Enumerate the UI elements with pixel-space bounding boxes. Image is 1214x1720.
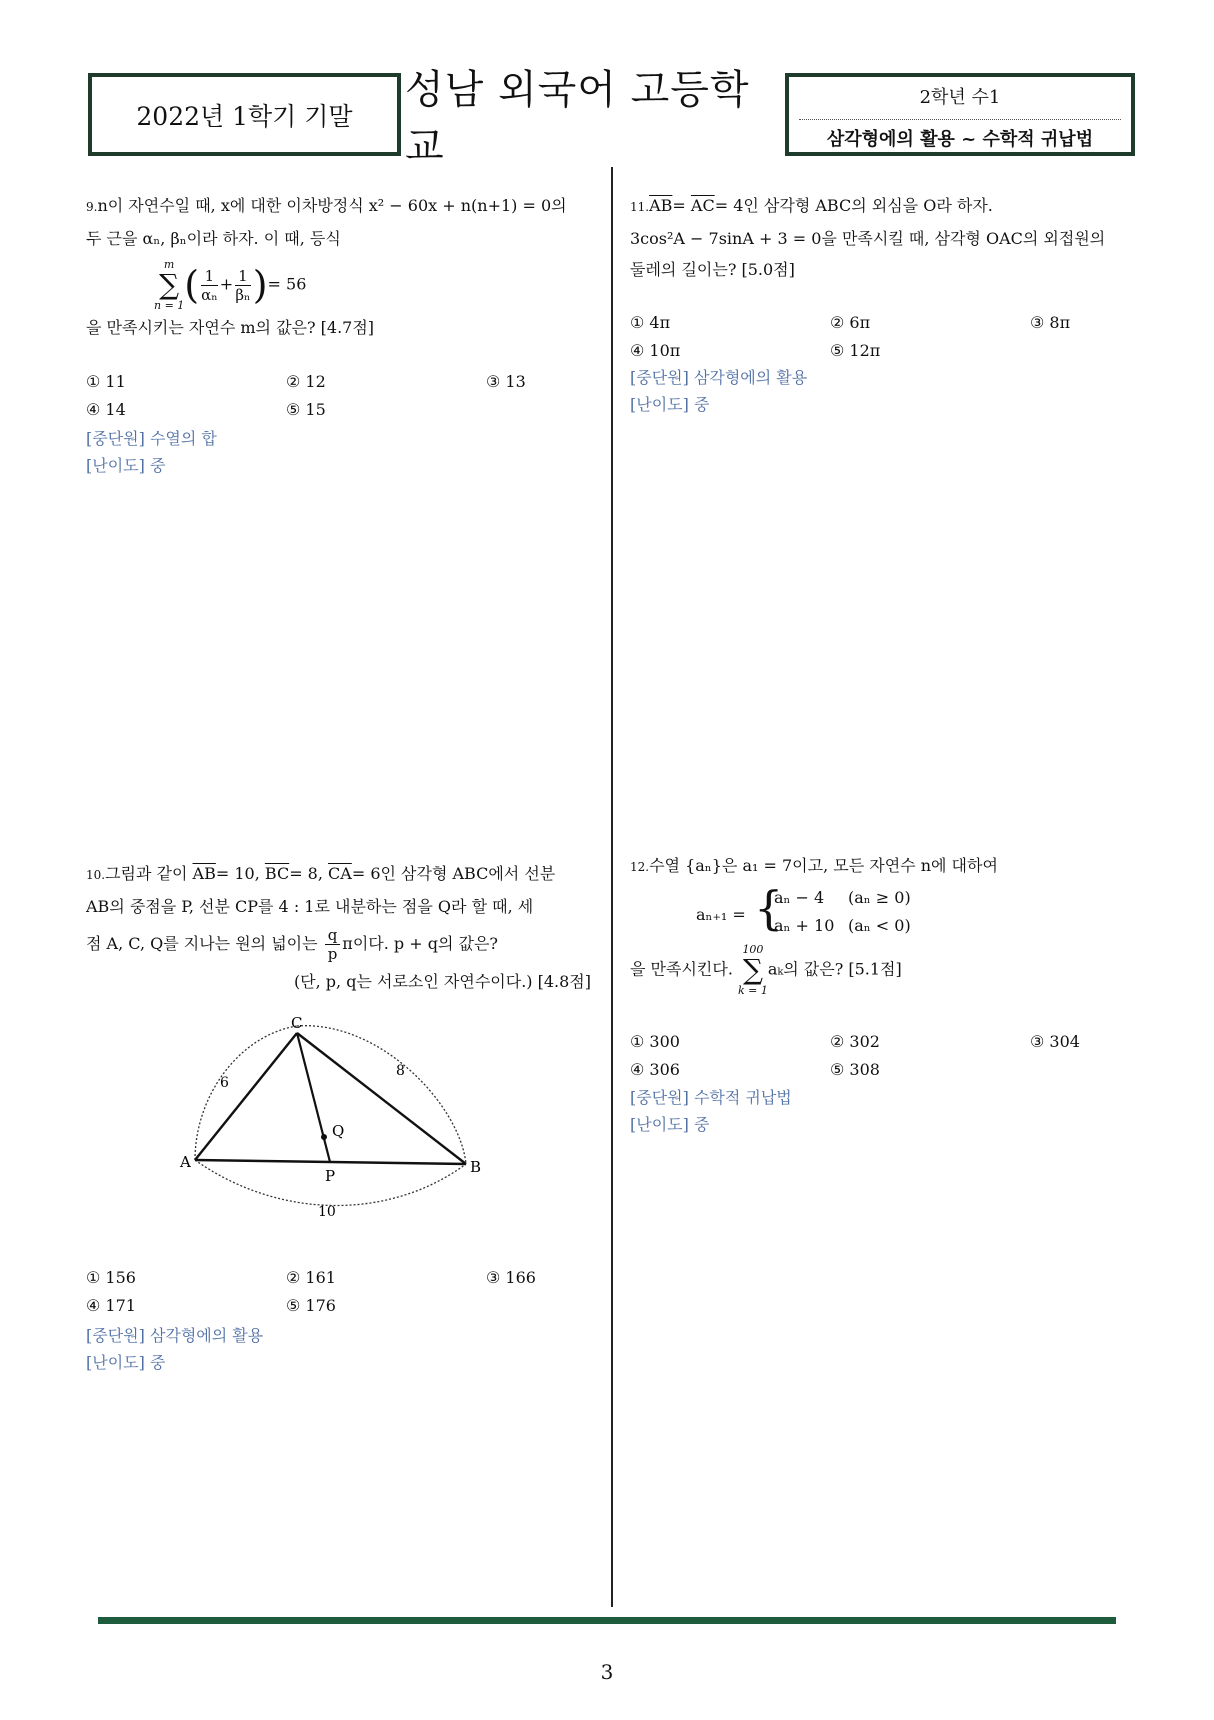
q12-piecewise: [630, 881, 1130, 943]
q9-option-5[interactable]: ⑤ 15: [286, 400, 326, 419]
q10-unit: [중단원] 삼각형에의 활용: [86, 1326, 264, 1345]
q12-option-5[interactable]: ⑤ 308: [830, 1060, 880, 1079]
q10-option-5[interactable]: ⑤ 176: [286, 1296, 336, 1315]
q10-meta: [86, 1322, 263, 1376]
q9-unit: [중단원] 수열의 합: [86, 429, 217, 448]
q12-meta: [630, 1084, 792, 1138]
figure-length-cb: 8: [396, 1063, 405, 1079]
q11-line2: 3cos²A − 7sinA + 3 = 0을 만족시킬 때, 삼각형 OAC의 외접원의: [630, 229, 1106, 248]
q12-unit: [중단원] 수학적 귀납법: [630, 1088, 792, 1107]
q11-line1: $11.\overline{AB}= \overline{AC}= 4$인 삼각형 ABC의 외심을 O라 하자.: [630, 196, 993, 215]
q12-option-1[interactable]: ① 300: [630, 1032, 680, 1051]
q12-cond-2: (aₙ < 0): [848, 916, 911, 935]
figure-label-p: P: [325, 1167, 336, 1185]
q9-option-1[interactable]: ① 11: [86, 372, 126, 391]
q12-case-2: aₙ + 10: [774, 916, 835, 935]
q11-option-2[interactable]: ② 6π: [830, 313, 871, 332]
q12-line1: 12.수열 {aₙ}은 a₁ = 7이고, 모든 자연수 n에 대하여: [630, 856, 998, 875]
q10-option-1[interactable]: ① 156: [86, 1268, 136, 1287]
q9-option-2[interactable]: ② 12: [286, 372, 326, 391]
q11-option-5[interactable]: ⑤ 12π: [830, 341, 881, 360]
q12-line3: 을 만족시킨다. 100 ∑ k = 1 aₖ의 값은? [5.1점]: [630, 943, 902, 997]
question-11: [630, 190, 1130, 285]
q10-frac: $\frac{q}{p}$: [325, 926, 341, 963]
q10-line1: 10.그림과 같이 $\overline{AB}= 10$, $\overline{BC}= 8$, $\overline{CA}= 6$인 삼각형 ABC에서 선분: [86, 864, 556, 883]
q10-line4: (단, p, q는 서로소인 자연수이다.) [4.8점]: [293, 972, 591, 991]
exam-title-box: [88, 73, 401, 156]
q12-case-1: aₙ − 4: [774, 888, 825, 907]
question-9: [86, 190, 591, 343]
q11-option-4[interactable]: ④ 10π: [630, 341, 681, 360]
q11-difficulty: [난이도] 중: [630, 395, 710, 414]
q12-lhs: aₙ₊₁ =: [696, 905, 746, 924]
q12-cond-1: (aₙ ≥ 0): [848, 888, 911, 907]
figure-length-ab: 10: [318, 1204, 336, 1220]
figure-label-a: A: [180, 1153, 191, 1171]
page-number: 3: [600, 1660, 614, 1684]
q9-line3: 을 만족시키는 자연수 m의 값은? [4.7점]: [86, 318, 375, 337]
q9-line2: 두 근을 αₙ, βₙ이라 하자. 이 때, 등식: [86, 229, 341, 248]
school-name: 성남 외국어 고등학교: [405, 67, 750, 170]
q10-line2: AB의 중점을 P, 선분 CP를 4 : 1로 내분하는 점을 Q라 할 때, 세: [86, 897, 534, 916]
q11-option-3[interactable]: ③ 8π: [1030, 313, 1071, 332]
q10-option-4[interactable]: ④ 171: [86, 1296, 136, 1315]
q12-option-2[interactable]: ② 302: [830, 1032, 880, 1051]
q11-option-1[interactable]: ① 4π: [630, 313, 671, 332]
q12-brace: {: [754, 881, 784, 935]
q10-difficulty: [난이도] 중: [86, 1353, 166, 1372]
exam-title: 2022년 1학기 기말: [136, 101, 353, 131]
exam-info-box: [785, 73, 1135, 156]
figure-label-b: B: [470, 1158, 482, 1176]
figure-length-ca: 6: [220, 1075, 229, 1091]
q9-difficulty: [난이도] 중: [86, 456, 166, 475]
column-divider: [611, 167, 613, 1607]
figure-label-q: Q: [332, 1122, 345, 1140]
q12-option-4[interactable]: ④ 306: [630, 1060, 680, 1079]
question-12: [630, 850, 1130, 997]
q9-frac-1: $\frac{1}{\text{αₙ}}$: [201, 266, 218, 304]
question-10: [86, 858, 591, 997]
q10-option-2[interactable]: ② 161: [286, 1268, 336, 1287]
q9-sigma: m ∑ n = 1: [154, 258, 185, 312]
grade-subject: 2학년 수1: [919, 87, 1001, 108]
figure-segment-cp: [297, 1033, 330, 1162]
q10-option-3[interactable]: ③ 166: [486, 1268, 536, 1287]
q12-difficulty: [난이도] 중: [630, 1115, 710, 1134]
q12-option-3[interactable]: ③ 304: [1030, 1032, 1080, 1051]
figure-label-c: C: [291, 1015, 303, 1032]
q9-frac-2: $\frac{1}{\text{βₙ}}$: [235, 266, 251, 304]
q9-meta: [86, 425, 217, 479]
figure-side-cb: [297, 1033, 466, 1164]
q11-meta: [630, 364, 807, 418]
figure-point-q: [321, 1134, 327, 1140]
q9-line1: 9.n이 자연수일 때, x에 대한 이차방정식 x² − 60x + n(n+1) = 0의: [86, 196, 567, 215]
q11-unit: [중단원] 삼각형에의 활용: [630, 368, 808, 387]
q10-line3: 점 A, C, Q를 지나는 원의 넓이는 $\frac{q}{p}$ π이다. p + q의 값은?: [86, 926, 498, 963]
q9-equation: m ∑ n = 1 ( $\frac{1}{\text{αₙ}}$ + $\frac{1}{\text{βₙ}}$ )= 56: [154, 258, 307, 312]
q9-option-4[interactable]: ④ 14: [86, 400, 126, 419]
q12-sigma: 100 ∑ k = 1: [738, 943, 768, 997]
header-divider: [799, 119, 1121, 120]
q9-option-3[interactable]: ③ 13: [486, 372, 526, 391]
q10-triangle-figure: [160, 1015, 520, 1230]
exam-scope: 삼각형에의 활용 ~ 수학적 귀납법: [826, 129, 1094, 150]
q11-line3: 둘레의 길이는? [5.0점]: [630, 260, 795, 279]
footer-bar: [98, 1617, 1116, 1624]
